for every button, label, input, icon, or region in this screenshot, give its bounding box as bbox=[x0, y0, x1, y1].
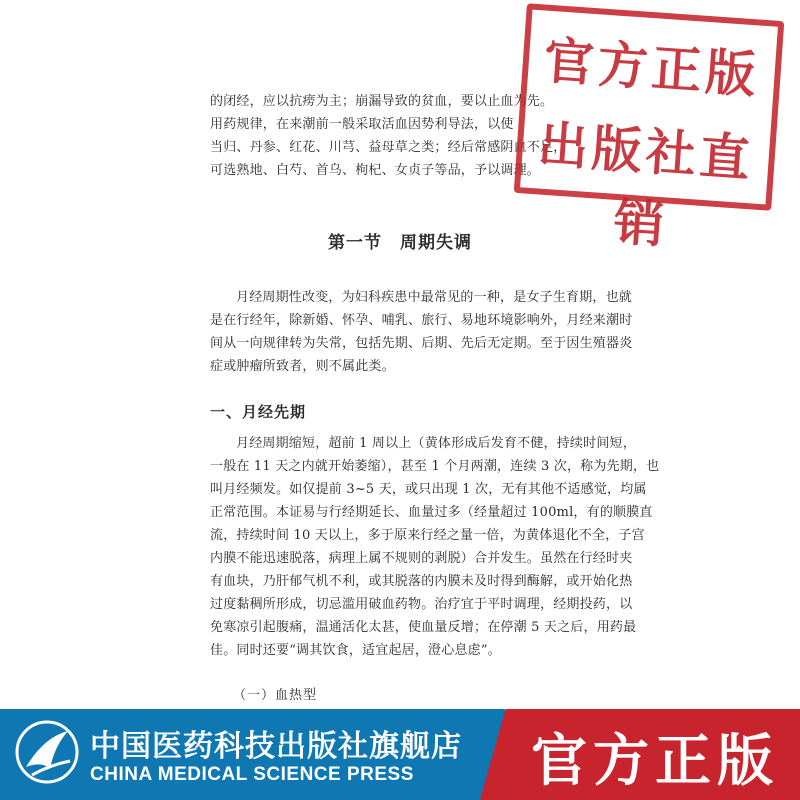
text-line: 可选熟地、白芍、首乌、枸杞、女贞子等品，予以调理。 bbox=[210, 163, 541, 178]
text-line: 的闭经，应以抗痨为主；崩漏导致的贫血，要以止血为先。 bbox=[210, 94, 554, 109]
text-line: 有血块，乃肝郁气机不利，或其脱落的内膜未及时得到酶解，或开始化热 bbox=[210, 574, 633, 589]
type-heading: （一）血热型 bbox=[233, 688, 318, 703]
text-line: 症或肿瘤所致者，则不属此类。 bbox=[210, 359, 395, 374]
stamp-line-1: 官方正版 bbox=[541, 31, 762, 105]
official-stamp bbox=[514, 3, 785, 255]
banner-left-panel bbox=[0, 709, 505, 800]
text-line: 间从一向规律转为失常，包括先期、后期、先后无定期。至于因生殖器炎 bbox=[210, 336, 633, 351]
subsection-title: 一、月经先期 bbox=[210, 403, 307, 421]
section-name: 周期失调 bbox=[400, 233, 472, 253]
text-line: 一般在 11 天之内就开始萎缩），甚至 1 个月两潮，连续 3 次，称为先期，也 bbox=[210, 459, 660, 474]
text-line: 佳。同时还要“调其饮食，适宜起居，澄心息虑”。 bbox=[210, 643, 501, 658]
text-line: 是在行经年，除新婚、怀孕、哺乳、旅行、易地环境影响外，月经来潮时 bbox=[210, 313, 633, 328]
text-line: 免寒凉引起腹痛，温通活化太甚，使血量反增；在停潮 5 天之后，用药最 bbox=[210, 620, 637, 635]
section-intro-paragraph bbox=[210, 286, 650, 378]
text-line: 叫月经频发。如仅提前 3~5 天，或只出现 1 次，无有其他不适感觉，均属 bbox=[210, 482, 647, 497]
text-line: 月经周期缩短，超前 1 周以上（黄体形成后发育不健，持续时间短， bbox=[236, 436, 636, 451]
store-banner bbox=[0, 709, 800, 800]
press-name-en: CHINA MEDICAL SCIENCE PRESS bbox=[90, 764, 414, 785]
text-line: 流，持续时间 10 天以上，多于原来行经之量一倍，为黄体退化不全，子宫 bbox=[210, 528, 645, 543]
press-logo-icon bbox=[14, 717, 80, 787]
text-line: 内膜不能迅速脱落，病理上属不规则的剥脱）合并发生。虽然在行经时夹 bbox=[210, 551, 633, 566]
stamp-line-2: 出版社直销 bbox=[536, 115, 756, 255]
text-line: 用药规律，在来潮前一般采取活血因势利导法，以使 bbox=[210, 117, 514, 132]
text-line: 过度黏稠所形成，切忌滥用破血药物。治疗宜于平时调理，经期投药，以 bbox=[210, 597, 633, 612]
text-line: 月经周期性改变，为妇科疾患中最常见的一种，是女子生育期，也就 bbox=[236, 290, 633, 305]
official-genuine-label: 官方正版 bbox=[531, 729, 779, 794]
press-name-cn: 中国医药科技出版社旗舰店 bbox=[90, 729, 462, 764]
text-line: 当归、丹参、红花、川芎、益母草之类；经后常感阴血不足， bbox=[210, 140, 567, 155]
section-number: 第一节 bbox=[328, 233, 382, 253]
body-paragraph bbox=[210, 432, 660, 662]
text-line: 正常范围。本证易与行经期延长、血量过多（经量超过 100ml，有的顺膜直 bbox=[210, 505, 653, 520]
